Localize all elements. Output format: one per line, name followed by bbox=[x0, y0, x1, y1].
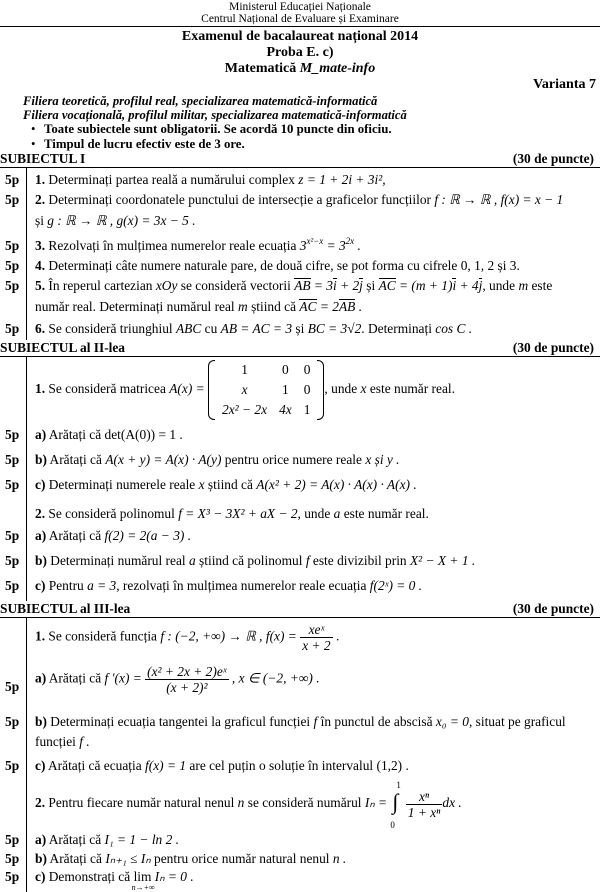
q-label: a) bbox=[35, 832, 47, 847]
fraction bbox=[300, 622, 332, 653]
q-text: Se consideră funcția bbox=[48, 628, 157, 644]
problem-2-1 bbox=[35, 360, 455, 420]
denominator: (x + 2)² bbox=[166, 680, 208, 695]
numerator: xⁿ bbox=[406, 789, 443, 805]
q-text: Se consideră matricea bbox=[48, 381, 166, 397]
q-math: a = 3 bbox=[87, 578, 117, 593]
q-text: se consideră vectorii bbox=[180, 278, 291, 293]
question-5-line-2 bbox=[35, 299, 362, 315]
q-text: , rezolvați în mulțimea numerelor reale ecuația bbox=[116, 578, 367, 593]
question-3-2c bbox=[35, 869, 194, 892]
question-3-2a bbox=[35, 832, 179, 848]
limit-label: lim bbox=[133, 869, 152, 884]
matrix-cell: 4x bbox=[279, 402, 292, 417]
points-2-1b: 5p bbox=[5, 452, 20, 467]
q-math: a bbox=[333, 506, 341, 521]
question-5 bbox=[35, 278, 552, 294]
q-number: 2. bbox=[35, 795, 46, 811]
q-math: Iₙ = 0 . bbox=[154, 869, 194, 884]
q-number: 1. bbox=[35, 628, 46, 644]
q-text: Rezolvați în mulțimea numerelor reale ecuația bbox=[48, 238, 297, 253]
q-text: Determinați coordonatele punctului de intersecție a graficelor funcțiilor bbox=[48, 192, 431, 207]
denominator: 1 + xⁿ bbox=[407, 804, 441, 820]
q-text: Determinați partea reală a numărului complex bbox=[48, 172, 295, 187]
q-math: g : ℝ → ℝ , g(x) = 3x − 5 . bbox=[47, 213, 196, 228]
question-2-1c bbox=[35, 477, 417, 493]
q-text: Determinați numerele reale bbox=[48, 477, 196, 492]
points-q1: 5p bbox=[5, 172, 20, 187]
q-number: 4. bbox=[35, 258, 46, 273]
fraction bbox=[406, 789, 443, 820]
points-2-2b: 5p bbox=[5, 553, 20, 568]
q-math: f bbox=[313, 714, 318, 729]
q-text: cu bbox=[204, 321, 218, 336]
q-math: Iₙ₊₁ ≤ Iₙ bbox=[105, 851, 151, 866]
subject-profile: M_mate-info bbox=[299, 61, 376, 76]
q-text: și bbox=[35, 213, 44, 228]
section-1-points: (30 de puncte) bbox=[512, 151, 594, 166]
q-math: Iₙ = bbox=[364, 795, 388, 811]
subject-title bbox=[0, 61, 600, 77]
integral-sign: ∫ 1 0 bbox=[390, 780, 401, 830]
points-q2: 5p bbox=[5, 192, 20, 207]
q-math: $3^{x^2-x} = 3^{2x}$ . bbox=[299, 236, 361, 253]
section-3-rule bbox=[0, 617, 600, 618]
q-math: f(2ˣ) = 0 . bbox=[369, 578, 423, 593]
q-math: f : (−2, +∞) → ℝ , f(x) = bbox=[160, 628, 297, 644]
points-q4: 5p bbox=[5, 258, 20, 273]
q-text: știind că bbox=[207, 477, 253, 492]
q-text: și bbox=[366, 278, 376, 293]
matrix-cell: 1 bbox=[282, 382, 289, 397]
q-math: m bbox=[518, 278, 529, 293]
numerator: (x² + 2x + 2)eˣ bbox=[147, 664, 227, 679]
question-3 bbox=[35, 238, 361, 254]
problem-3-2 bbox=[35, 780, 462, 830]
points-q5: 5p bbox=[5, 278, 20, 293]
matrix-cell: 1 bbox=[303, 402, 311, 417]
q-text: . Determinați bbox=[361, 321, 432, 336]
q-text: , unde bbox=[297, 506, 331, 521]
section-2-divider bbox=[26, 357, 27, 601]
instruction-2: Timpul de lucru efectiv este de 3 ore. bbox=[44, 137, 245, 151]
q-math: BC = 3√2 bbox=[307, 321, 362, 336]
q-label: a) bbox=[35, 670, 47, 686]
q-label: b) bbox=[35, 714, 47, 729]
points-q6: 5p bbox=[5, 321, 20, 336]
q-math: f . bbox=[79, 734, 90, 749]
points-2-1a: 5p bbox=[5, 427, 20, 442]
q-math: (1,2) . bbox=[376, 758, 409, 773]
q-math: f(2) = 2(a − 3) . bbox=[104, 528, 192, 543]
section-3-title: SUBIECTUL al III-lea bbox=[0, 601, 131, 616]
q-math: x₀ = 0 bbox=[435, 714, 469, 729]
q-math: n . bbox=[332, 851, 347, 866]
points-3-1a: 5p bbox=[5, 679, 20, 694]
exam-title: Examenul de bacalaureat național 2014 bbox=[181, 29, 419, 44]
evaluation-center-name: Centrul Național de Evaluare și Examinare bbox=[201, 13, 399, 25]
instruction-1: Toate subiectele sunt obligatorii. Se acordă 10 puncte din oficiu. bbox=[44, 122, 392, 136]
points-2-2c: 5p bbox=[5, 578, 20, 593]
q-math: ABC bbox=[175, 321, 202, 336]
variant-label: Varianta 7 bbox=[533, 77, 596, 92]
q-label: b) bbox=[35, 452, 47, 467]
q-text: Pentru fiecare număr natural nenul bbox=[48, 795, 235, 811]
q-number: 2. bbox=[35, 192, 46, 207]
question-2-1b bbox=[35, 452, 400, 468]
points-2-1c: 5p bbox=[5, 477, 20, 492]
q-text: și bbox=[295, 321, 305, 336]
q-number: 5. bbox=[35, 278, 46, 293]
ministry-name: Ministerul Educației Naționale bbox=[229, 1, 371, 13]
limit bbox=[131, 869, 155, 892]
q-math: A(x² + 2) = A(x) · A(x) · A(x) . bbox=[256, 477, 417, 492]
q-math: xOy bbox=[155, 278, 178, 293]
q-text: știind că polinomul bbox=[199, 553, 303, 568]
question-1 bbox=[35, 172, 386, 188]
q-math: I₁ = 1 − ln 2 . bbox=[104, 832, 179, 847]
q-text: este bbox=[531, 278, 553, 293]
q-text: , unde bbox=[324, 381, 358, 397]
section-1-divider bbox=[26, 168, 27, 340]
q-math: det(A(0)) = 1 . bbox=[104, 427, 183, 442]
proba-title: Proba E. c) bbox=[266, 45, 334, 60]
fraction bbox=[145, 664, 228, 695]
q-math: AB = AC = 3 bbox=[220, 321, 293, 336]
section-3-points: (30 de puncte) bbox=[512, 601, 594, 616]
q-number: 1. bbox=[35, 172, 46, 187]
q-text: este număr real. bbox=[343, 506, 429, 521]
q-math: A(x) = bbox=[169, 381, 205, 397]
header-rule bbox=[0, 26, 600, 27]
points-3-2b: 5p bbox=[5, 851, 20, 866]
q-text: în punctul de abscisă bbox=[320, 714, 433, 729]
q-label: c) bbox=[35, 477, 46, 492]
subject-prefix: Matematică bbox=[224, 61, 297, 76]
q-math: x bbox=[198, 477, 205, 492]
matrix-a bbox=[208, 360, 324, 420]
q-text: funcției bbox=[35, 734, 76, 749]
section-2-points: (30 de puncte) bbox=[512, 340, 594, 355]
q-text: număr real. Determinați numărul real bbox=[35, 299, 235, 314]
question-4 bbox=[35, 258, 520, 274]
question-6 bbox=[35, 321, 472, 337]
q-label: c) bbox=[35, 578, 46, 593]
integral-lower-limit: 0 bbox=[390, 820, 395, 830]
limit-subscript: n→+∞ bbox=[131, 883, 155, 892]
q-text: Arătați că bbox=[48, 528, 102, 543]
question-3-1b bbox=[35, 714, 566, 730]
q-text: Arătați că bbox=[49, 452, 102, 467]
points-3-1b: 5p bbox=[5, 714, 20, 729]
q-text: Pentru bbox=[48, 578, 84, 593]
q-math: dx . bbox=[442, 795, 462, 811]
q-text: are cel puțin o soluție în intervalul bbox=[189, 758, 374, 773]
q-text: În reperul cartezian bbox=[48, 278, 153, 293]
q-math: f bbox=[305, 553, 310, 568]
q-math: f = X³ − 3X² + aX − 2 bbox=[178, 506, 298, 521]
points-2-2a: 5p bbox=[5, 528, 20, 543]
q-label: a) bbox=[35, 528, 47, 543]
filiera-line-1: Filiera teoretică, profilul real, specializarea matematică-informatică bbox=[23, 94, 378, 108]
points-3-2a: 5p bbox=[5, 832, 20, 847]
filiera-line-2: Filiera vocațională, profilul militar, specializarea matematică-informatică bbox=[23, 108, 407, 122]
points-q3: 5p bbox=[5, 238, 20, 253]
points-3-1c: 5p bbox=[5, 758, 20, 773]
integral-upper-limit: 1 bbox=[396, 780, 401, 790]
q-math: AB = 3i + 2j bbox=[294, 278, 363, 293]
q-label: c) bbox=[35, 869, 46, 884]
matrix-cell: 0 bbox=[282, 362, 289, 377]
q-math: , x ∈ (−2, +∞) . bbox=[231, 670, 320, 686]
question-3-1b-line-2 bbox=[35, 734, 90, 750]
section-2-rule bbox=[0, 356, 600, 357]
problem-2-2 bbox=[35, 506, 429, 522]
q-number: 1. bbox=[35, 381, 46, 397]
matrix-cell: 1 bbox=[241, 362, 248, 377]
problem-3-1: 1. Se consideră funcția f : (−2, +∞) → ℝ , f(x) = $\frac{\text{xeˣ}}{x + 2}$ . bbox=[35, 622, 340, 653]
points-3-2c: 5p bbox=[5, 869, 20, 884]
bullet-2: • bbox=[31, 137, 36, 151]
q-math: f : ℝ → ℝ , f(x) = x − 1 bbox=[434, 192, 564, 207]
question-2 bbox=[35, 192, 563, 208]
q-math: A(x + y) = A(x) · A(y) bbox=[105, 452, 222, 467]
q-text: Arătați că bbox=[48, 427, 102, 442]
question-2-2b bbox=[35, 553, 475, 569]
q-math: cos C . bbox=[435, 321, 473, 336]
q-text: pentru orice numere reale bbox=[224, 452, 362, 467]
matrix-cell: 0 bbox=[303, 382, 311, 397]
q-number: 6. bbox=[35, 321, 46, 336]
question-3-2b bbox=[35, 851, 346, 867]
q-text: , situat pe graficul bbox=[468, 714, 566, 729]
section-3-divider bbox=[26, 618, 27, 892]
q-text: Arătați că bbox=[49, 851, 102, 866]
q-text: Demonstrați că bbox=[48, 869, 131, 884]
q-number: 2. bbox=[35, 506, 46, 521]
q-math: f ′(x) = bbox=[104, 670, 142, 686]
q-text: , unde bbox=[482, 278, 516, 293]
matrix-cell: 2x² − 2x bbox=[222, 402, 268, 417]
q-math: x și y . bbox=[365, 452, 400, 467]
q-math: f(x) = 1 bbox=[145, 758, 187, 773]
q-label: a) bbox=[35, 427, 47, 442]
q-text: Arătați că bbox=[48, 832, 102, 847]
q-math: AC = 2AB . bbox=[299, 299, 363, 314]
matrix-cell: x bbox=[241, 382, 248, 397]
q-text: știind că bbox=[251, 299, 297, 314]
q-math: a bbox=[188, 553, 196, 568]
q-math: x bbox=[360, 381, 367, 397]
q-text: Determinați numărul real bbox=[50, 553, 186, 568]
q-math: AC = (m + 1)i + 4j bbox=[378, 278, 483, 293]
section-1-rule bbox=[0, 167, 600, 168]
section-2-title: SUBIECTUL al II-lea bbox=[0, 340, 126, 355]
question-3-1a bbox=[35, 664, 320, 695]
q-math: n bbox=[237, 795, 245, 811]
q-text: se consideră numărul bbox=[247, 795, 362, 811]
q-math: m bbox=[238, 299, 248, 314]
q-text: Se consideră triunghiul bbox=[48, 321, 173, 336]
matrix-cell: 0 bbox=[303, 362, 311, 377]
q-text: este număr real. bbox=[369, 381, 455, 397]
bullet-1: • bbox=[31, 122, 36, 136]
q-label: c) bbox=[35, 758, 46, 773]
denominator: x + 2 bbox=[302, 638, 331, 653]
question-2-2c bbox=[35, 578, 422, 594]
numerator: xeˣ bbox=[300, 622, 332, 638]
q-math: X² − X + 1 . bbox=[409, 553, 476, 568]
section-1-title: SUBIECTUL I bbox=[0, 151, 86, 166]
question-3-1c bbox=[35, 758, 409, 774]
q-text: Arătați că bbox=[48, 670, 102, 686]
question-2-1a bbox=[35, 427, 183, 443]
q-text: pentru orice număr natural nenul bbox=[154, 851, 330, 866]
q-text: Determinați câte numere naturale pare, de două cifre, se pot forma cu cifrele 0, 1, 2 și 3. bbox=[48, 258, 520, 273]
q-text: Determinați ecuația tangentei la graficul funcției bbox=[50, 714, 311, 729]
q-math: z = 1 + 2i + 3i², bbox=[298, 172, 386, 187]
q-text: Se consideră polinomul bbox=[48, 506, 175, 521]
question-2-2a bbox=[35, 528, 191, 544]
question-2-line-2 bbox=[35, 213, 196, 229]
q-label: b) bbox=[35, 553, 47, 568]
q-text: este divizibil prin bbox=[312, 553, 407, 568]
q-text: Arătați că ecuația bbox=[48, 758, 142, 773]
q-number: 3. bbox=[35, 238, 46, 253]
q-label: b) bbox=[35, 851, 47, 866]
